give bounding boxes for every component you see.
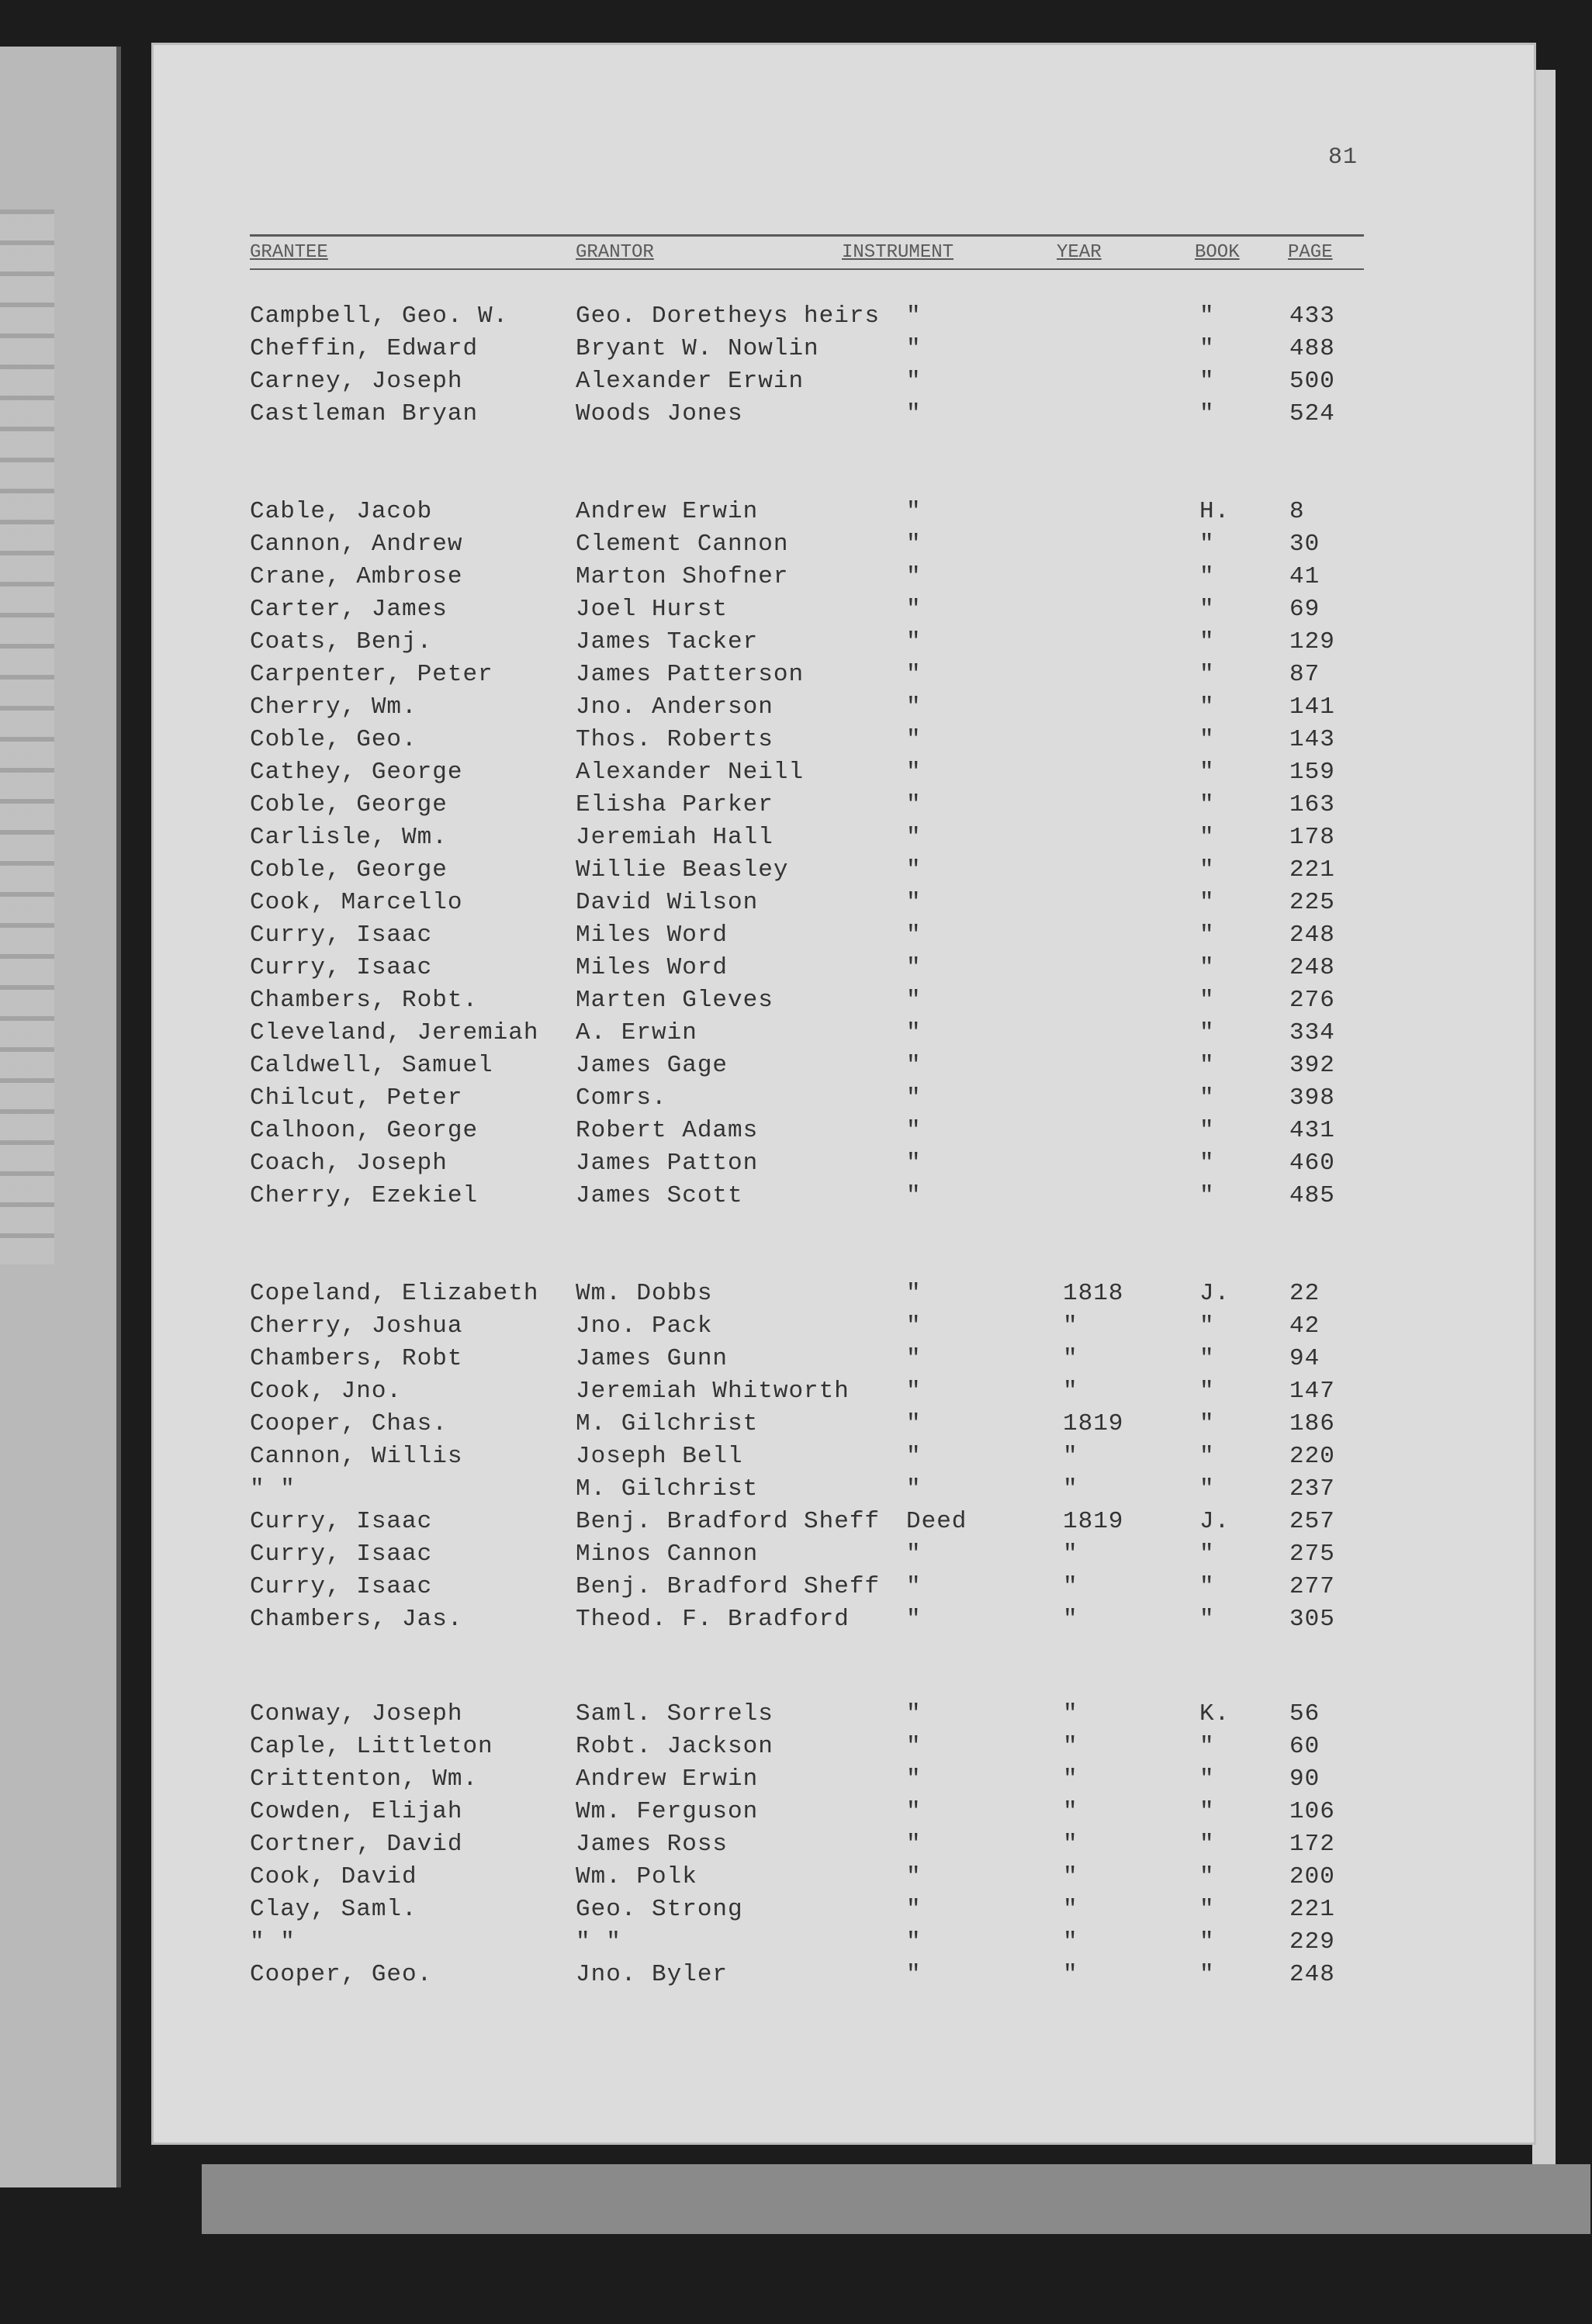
cell-grantor: Willie Beasley: [576, 856, 789, 884]
cell-grantor: Alexander Erwin: [576, 368, 805, 395]
cell-instrument: ": [906, 303, 922, 330]
cell-book: ": [1199, 954, 1215, 981]
cell-page: 485: [1289, 1182, 1335, 1209]
cell-year: ": [1063, 1312, 1078, 1340]
cell-grantor: Wm. Polk: [576, 1863, 697, 1890]
cell-grantor: James Patton: [576, 1150, 759, 1177]
cell-grantee: Cheffin, Edward: [250, 335, 479, 362]
cell-grantee: Campbell, Geo. W.: [250, 303, 509, 330]
cell-year: ": [1063, 1733, 1078, 1760]
cell-page: 141: [1289, 693, 1335, 721]
header-instrument: INSTRUMENT: [842, 242, 954, 263]
cell-grantee: Cathey, George: [250, 759, 463, 786]
cell-instrument: ": [906, 1150, 922, 1177]
cell-page: 248: [1289, 954, 1335, 981]
cell-grantee: Cherry, Joshua: [250, 1312, 463, 1340]
cell-page: 8: [1289, 498, 1305, 525]
cell-page: 220: [1289, 1443, 1335, 1470]
cell-grantee: Copeland, Elizabeth: [250, 1280, 539, 1307]
cell-grantee: Curry, Isaac: [250, 1508, 433, 1535]
cell-grantee: Cannon, Willis: [250, 1443, 463, 1470]
cell-grantee: Cortner, David: [250, 1831, 463, 1858]
cell-grantor: Joel Hurst: [576, 596, 729, 623]
cell-book: ": [1199, 759, 1215, 786]
cell-book: ": [1199, 1345, 1215, 1372]
cell-grantor: James Patterson: [576, 661, 805, 688]
header-rule-bottom: [250, 268, 1364, 270]
cell-book: ": [1199, 1443, 1215, 1470]
cell-instrument: ": [906, 1019, 922, 1046]
cell-instrument: ": [906, 563, 922, 590]
cell-year: ": [1063, 1798, 1078, 1825]
cell-instrument: ": [906, 498, 922, 525]
cell-book: ": [1199, 1150, 1215, 1177]
cell-grantee: Curry, Isaac: [250, 922, 433, 949]
cell-book: K.: [1199, 1700, 1230, 1727]
cell-page: 60: [1289, 1733, 1320, 1760]
cell-page: 275: [1289, 1541, 1335, 1568]
cell-instrument: ": [906, 726, 922, 753]
header-book: BOOK: [1195, 242, 1240, 263]
cell-grantor: Theod. F. Bradford: [576, 1606, 850, 1633]
cell-page: 257: [1289, 1508, 1335, 1535]
cell-page: 460: [1289, 1150, 1335, 1177]
cell-grantee: Clay, Saml.: [250, 1896, 417, 1923]
cell-grantee: Cook, David: [250, 1863, 417, 1890]
cell-instrument: ": [906, 1896, 922, 1923]
cell-instrument: ": [906, 1052, 922, 1079]
cell-instrument: ": [906, 531, 922, 558]
cell-year: ": [1063, 1378, 1078, 1405]
cell-year: ": [1063, 1700, 1078, 1727]
adjacent-page: [0, 47, 121, 2187]
cell-instrument: ": [906, 368, 922, 395]
cell-book: ": [1199, 400, 1215, 427]
cell-grantor: Jno. Byler: [576, 1961, 729, 1988]
cell-grantor: Marten Gleves: [576, 987, 774, 1014]
cell-instrument: ": [906, 400, 922, 427]
cell-instrument: ": [906, 1863, 922, 1890]
cell-page: 143: [1289, 726, 1335, 753]
cell-book: ": [1199, 1765, 1215, 1793]
cell-grantee: Carney, Joseph: [250, 368, 463, 395]
cell-grantor: James Scott: [576, 1182, 743, 1209]
cell-page: 305: [1289, 1606, 1335, 1633]
cell-page: 200: [1289, 1863, 1335, 1890]
cell-instrument: ": [906, 335, 922, 362]
cell-instrument: ": [906, 987, 922, 1014]
cell-grantor: Benj. Bradford Sheff: [576, 1573, 881, 1600]
cell-grantor: Robert Adams: [576, 1117, 759, 1144]
cell-book: H.: [1199, 498, 1230, 525]
cell-page: 69: [1289, 596, 1320, 623]
cell-book: ": [1199, 1410, 1215, 1437]
cell-page: 237: [1289, 1475, 1335, 1503]
cell-book: ": [1199, 661, 1215, 688]
cell-page: 41: [1289, 563, 1320, 590]
cell-grantor: James Ross: [576, 1831, 729, 1858]
cell-grantor: Joseph Bell: [576, 1443, 743, 1470]
header-rule-top: [250, 234, 1364, 237]
cell-book: ": [1199, 335, 1215, 362]
cell-instrument: ": [906, 1475, 922, 1503]
cell-grantee: Cowden, Elijah: [250, 1798, 463, 1825]
cell-book: ": [1199, 1831, 1215, 1858]
cell-grantee: Conway, Joseph: [250, 1700, 463, 1727]
cell-page: 172: [1289, 1831, 1335, 1858]
cell-book: ": [1199, 1606, 1215, 1633]
cell-page: 90: [1289, 1765, 1320, 1793]
cell-grantor: Comrs.: [576, 1084, 667, 1112]
cell-book: ": [1199, 1733, 1215, 1760]
cell-page: 433: [1289, 303, 1335, 330]
cell-instrument: ": [906, 759, 922, 786]
cell-grantee: Cherry, Ezekiel: [250, 1182, 479, 1209]
cell-grantee: Coble, Geo.: [250, 726, 417, 753]
cell-instrument: ": [906, 1765, 922, 1793]
cell-grantor: Geo. Doretheys heirs: [576, 303, 881, 330]
cell-instrument: ": [906, 661, 922, 688]
cell-page: 147: [1289, 1378, 1335, 1405]
cell-instrument: ": [906, 889, 922, 916]
cell-instrument: ": [906, 1700, 922, 1727]
cell-page: 524: [1289, 400, 1335, 427]
cell-page: 159: [1289, 759, 1335, 786]
cell-book: ": [1199, 1378, 1215, 1405]
cell-book: ": [1199, 303, 1215, 330]
cell-page: 248: [1289, 1961, 1335, 1988]
cell-page: 488: [1289, 335, 1335, 362]
cell-page: 22: [1289, 1280, 1320, 1307]
cell-page: 42: [1289, 1312, 1320, 1340]
cell-instrument: ": [906, 1345, 922, 1372]
cell-year: ": [1063, 1606, 1078, 1633]
cell-grantee: Cherry, Wm.: [250, 693, 417, 721]
cell-book: ": [1199, 596, 1215, 623]
cell-book: J.: [1199, 1508, 1230, 1535]
header-page: PAGE: [1288, 242, 1333, 263]
cell-grantor: Miles Word: [576, 954, 729, 981]
cell-year: ": [1063, 1573, 1078, 1600]
cell-instrument: ": [906, 856, 922, 884]
cell-grantor: Alexander Neill: [576, 759, 805, 786]
cell-instrument: ": [906, 1831, 922, 1858]
cell-instrument: ": [906, 791, 922, 818]
cell-grantee: Carpenter, Peter: [250, 661, 493, 688]
cell-book: ": [1199, 531, 1215, 558]
cell-page: 129: [1289, 628, 1335, 655]
cell-grantor: " ": [576, 1928, 621, 1956]
cell-page: 500: [1289, 368, 1335, 395]
cell-instrument: ": [906, 922, 922, 949]
cell-year: 1818: [1063, 1280, 1124, 1307]
cell-grantor: James Gage: [576, 1052, 729, 1079]
cell-book: ": [1199, 922, 1215, 949]
cell-book: ": [1199, 1961, 1215, 1988]
cell-instrument: ": [906, 1961, 922, 1988]
cell-grantor: David Wilson: [576, 889, 759, 916]
cell-instrument: Deed: [906, 1508, 967, 1535]
page-number: 81: [1328, 144, 1358, 171]
cell-grantor: Jno. Anderson: [576, 693, 774, 721]
cell-instrument: ": [906, 1733, 922, 1760]
header-grantor: GRANTOR: [576, 242, 654, 263]
cell-grantor: Andrew Erwin: [576, 498, 759, 525]
cell-book: ": [1199, 1182, 1215, 1209]
cell-grantee: " ": [250, 1475, 296, 1503]
cell-grantee: Curry, Isaac: [250, 1541, 433, 1568]
cell-instrument: ": [906, 596, 922, 623]
cell-grantee: Caple, Littleton: [250, 1733, 493, 1760]
cell-instrument: ": [906, 1606, 922, 1633]
cell-instrument: ": [906, 1573, 922, 1600]
cell-page: 276: [1289, 987, 1335, 1014]
cell-page: 221: [1289, 1896, 1335, 1923]
cell-year: ": [1063, 1863, 1078, 1890]
cell-page: 186: [1289, 1410, 1335, 1437]
cell-book: ": [1199, 726, 1215, 753]
cell-book: ": [1199, 1019, 1215, 1046]
cell-grantee: Carlisle, Wm.: [250, 824, 448, 851]
cell-grantor: Wm. Ferguson: [576, 1798, 759, 1825]
cell-page: 277: [1289, 1573, 1335, 1600]
cell-grantor: Jno. Pack: [576, 1312, 713, 1340]
cell-grantee: Calhoon, George: [250, 1117, 479, 1144]
cell-grantor: Woods Jones: [576, 400, 743, 427]
cell-grantee: " ": [250, 1928, 296, 1956]
cell-grantor: Thos. Roberts: [576, 726, 774, 753]
cell-book: ": [1199, 1475, 1215, 1503]
cell-instrument: ": [906, 1928, 922, 1956]
cell-grantee: Cooper, Chas.: [250, 1410, 448, 1437]
cell-instrument: ": [906, 1182, 922, 1209]
film-border: [202, 2164, 1590, 2234]
cell-book: ": [1199, 368, 1215, 395]
cell-year: ": [1063, 1541, 1078, 1568]
cell-grantor: Bryant W. Nowlin: [576, 335, 819, 362]
cell-grantee: Castleman Bryan: [250, 400, 479, 427]
cell-grantee: Carter, James: [250, 596, 448, 623]
cell-page: 398: [1289, 1084, 1335, 1112]
cell-grantee: Coble, George: [250, 791, 448, 818]
cell-grantee: Crittenton, Wm.: [250, 1765, 479, 1793]
cell-year: ": [1063, 1961, 1078, 1988]
cell-book: ": [1199, 563, 1215, 590]
cell-instrument: ": [906, 1410, 922, 1437]
cell-book: ": [1199, 1117, 1215, 1144]
cell-grantor: James Gunn: [576, 1345, 729, 1372]
cell-book: ": [1199, 693, 1215, 721]
cell-book: J.: [1199, 1280, 1230, 1307]
cell-page: 87: [1289, 661, 1320, 688]
cell-grantor: Robt. Jackson: [576, 1733, 774, 1760]
cell-page: 221: [1289, 856, 1335, 884]
cell-page: 334: [1289, 1019, 1335, 1046]
cell-year: ": [1063, 1831, 1078, 1858]
cell-page: 392: [1289, 1052, 1335, 1079]
cell-grantee: Coble, George: [250, 856, 448, 884]
cell-book: ": [1199, 856, 1215, 884]
cell-grantee: Cannon, Andrew: [250, 531, 463, 558]
cell-grantee: Chambers, Jas.: [250, 1606, 463, 1633]
cell-book: ": [1199, 1896, 1215, 1923]
cell-grantee: Curry, Isaac: [250, 954, 433, 981]
cell-grantee: Caldwell, Samuel: [250, 1052, 493, 1079]
cell-grantor: Geo. Strong: [576, 1896, 743, 1923]
cell-page: 30: [1289, 531, 1320, 558]
cell-grantor: M. Gilchrist: [576, 1475, 759, 1503]
cell-grantor: Clement Cannon: [576, 531, 789, 558]
cell-grantee: Cook, Marcello: [250, 889, 463, 916]
cell-page: 178: [1289, 824, 1335, 851]
cell-grantor: A. Erwin: [576, 1019, 697, 1046]
cell-book: ": [1199, 791, 1215, 818]
cell-grantee: Cable, Jacob: [250, 498, 433, 525]
cell-year: ": [1063, 1765, 1078, 1793]
cell-book: ": [1199, 1863, 1215, 1890]
cell-grantee: Crane, Ambrose: [250, 563, 463, 590]
cell-year: 1819: [1063, 1508, 1124, 1535]
cell-instrument: ": [906, 693, 922, 721]
cell-year: ": [1063, 1928, 1078, 1956]
cell-year: 1819: [1063, 1410, 1124, 1437]
cell-page: 94: [1289, 1345, 1320, 1372]
cell-book: ": [1199, 628, 1215, 655]
cell-grantor: Elisha Parker: [576, 791, 774, 818]
cell-instrument: ": [906, 1084, 922, 1112]
cell-grantee: Cook, Jno.: [250, 1378, 403, 1405]
cell-grantor: M. Gilchrist: [576, 1410, 759, 1437]
cell-grantee: Chambers, Robt.: [250, 987, 479, 1014]
cell-book: ": [1199, 1312, 1215, 1340]
cell-grantee: Cleveland, Jeremiah: [250, 1019, 539, 1046]
cell-page: 163: [1289, 791, 1335, 818]
cell-grantor: Wm. Dobbs: [576, 1280, 713, 1307]
cell-instrument: ": [906, 1798, 922, 1825]
cell-grantor: Minos Cannon: [576, 1541, 759, 1568]
cell-grantor: James Tacker: [576, 628, 759, 655]
cell-book: ": [1199, 889, 1215, 916]
cell-book: ": [1199, 1084, 1215, 1112]
cell-instrument: ": [906, 1378, 922, 1405]
cell-instrument: ": [906, 1280, 922, 1307]
cell-instrument: ": [906, 954, 922, 981]
cell-grantor: Benj. Bradford Sheff: [576, 1508, 881, 1535]
cell-grantee: Chilcut, Peter: [250, 1084, 463, 1112]
cell-year: ": [1063, 1443, 1078, 1470]
cell-page: 56: [1289, 1700, 1320, 1727]
cell-book: ": [1199, 1928, 1215, 1956]
cell-instrument: ": [906, 824, 922, 851]
cell-instrument: ": [906, 1312, 922, 1340]
cell-page: 431: [1289, 1117, 1335, 1144]
cell-grantor: Andrew Erwin: [576, 1765, 759, 1793]
cell-grantor: Marton Shofner: [576, 563, 789, 590]
header-year: YEAR: [1057, 242, 1102, 263]
cell-instrument: ": [906, 1541, 922, 1568]
cell-book: ": [1199, 1052, 1215, 1079]
cell-year: ": [1063, 1475, 1078, 1503]
cell-grantor: Jeremiah Hall: [576, 824, 774, 851]
cell-book: ": [1199, 1541, 1215, 1568]
cell-page: 229: [1289, 1928, 1335, 1956]
cell-book: ": [1199, 1573, 1215, 1600]
cell-book: ": [1199, 824, 1215, 851]
cell-book: ": [1199, 1798, 1215, 1825]
cell-page: 248: [1289, 922, 1335, 949]
cell-year: ": [1063, 1896, 1078, 1923]
cell-year: ": [1063, 1345, 1078, 1372]
header-grantee: GRANTEE: [250, 242, 328, 263]
cell-page: 106: [1289, 1798, 1335, 1825]
cell-book: ": [1199, 987, 1215, 1014]
cell-grantee: Curry, Isaac: [250, 1573, 433, 1600]
adjacent-page-text-strip: [0, 209, 54, 1264]
cell-grantor: Jeremiah Whitworth: [576, 1378, 850, 1405]
cell-instrument: ": [906, 1443, 922, 1470]
cell-grantor: Miles Word: [576, 922, 729, 949]
cell-page: 225: [1289, 889, 1335, 916]
cell-grantee: Cooper, Geo.: [250, 1961, 433, 1988]
cell-instrument: ": [906, 628, 922, 655]
cell-grantee: Coach, Joseph: [250, 1150, 448, 1177]
cell-grantee: Chambers, Robt: [250, 1345, 463, 1372]
cell-grantee: Coats, Benj.: [250, 628, 433, 655]
cell-instrument: ": [906, 1117, 922, 1144]
cell-grantor: Saml. Sorrels: [576, 1700, 774, 1727]
